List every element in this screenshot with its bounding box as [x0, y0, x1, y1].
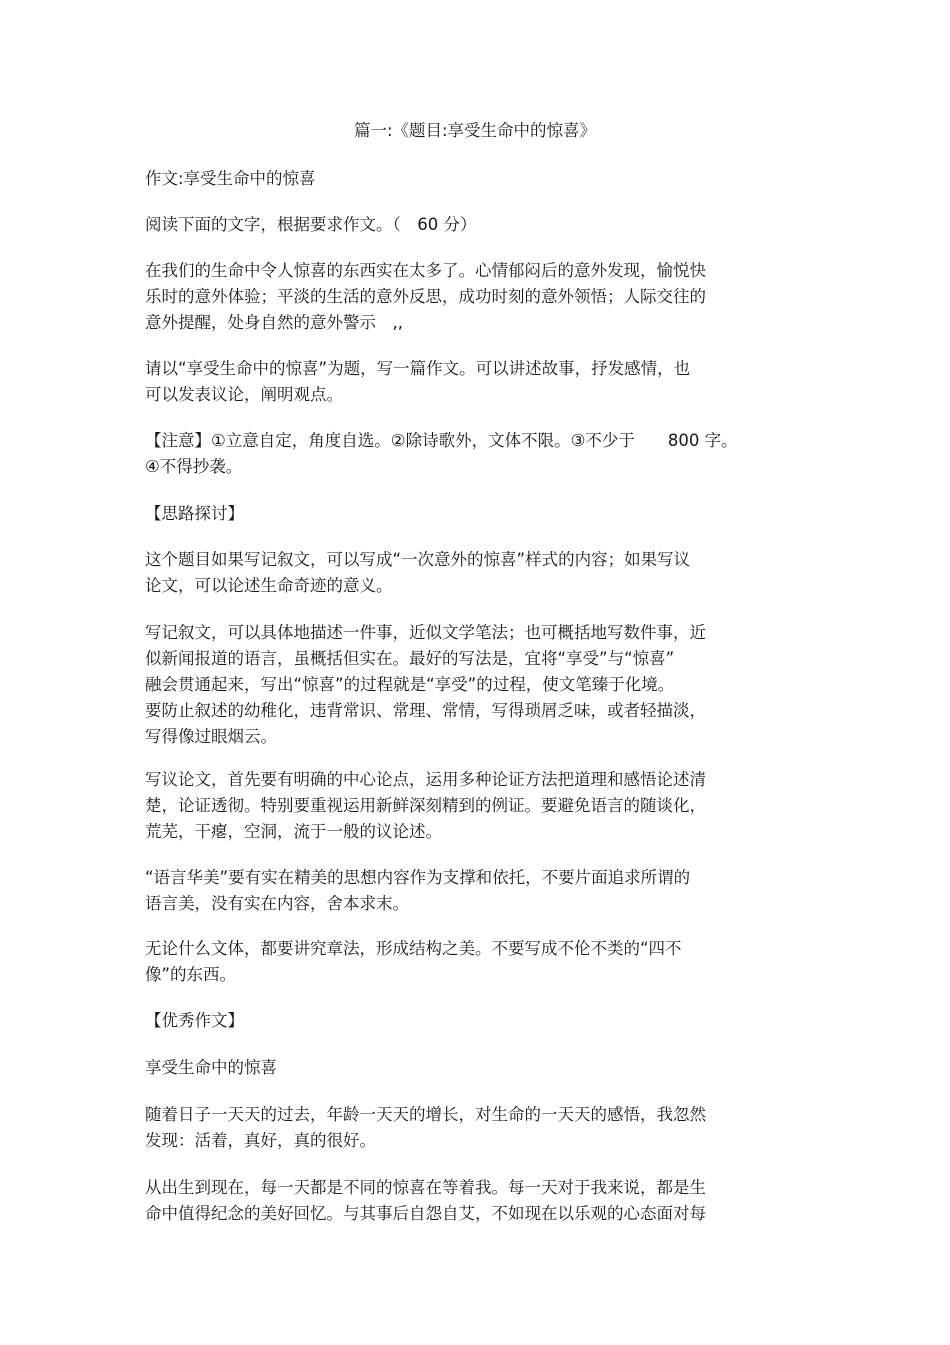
text-line: 作文:享受生命中的惊喜: [145, 169, 316, 188]
text-line: 发现：活着，真好，真的很好。: [145, 1131, 376, 1150]
argument-advice-paragraph: [145, 767, 805, 845]
text-line: 这个题目如果写记叙文，可以写成“一次意外的惊喜”样式的内容；如果写议: [145, 550, 691, 569]
text-line: 论文，可以论述生命奇迹的意义。: [145, 576, 393, 595]
prompt-paragraph: [145, 258, 805, 336]
text-line: 意外提醒，处身自然的意外警示 ,,: [145, 313, 403, 332]
text-line: 【优秀作文】: [145, 1011, 244, 1030]
requirement-paragraph: [145, 356, 805, 408]
text-line: ④不得抄袭。: [145, 457, 243, 476]
text-line: 请以“享受生命中的惊喜”为题，写一篇作文。可以讲述故事，抒发感情，也: [145, 359, 691, 378]
text-line: 写记叙文，可以具体地描述一件事，近似文学笔法；也可概括地写数件事，近: [145, 623, 706, 642]
text-line: 像”的东西。: [145, 965, 237, 984]
text-line: 无论什么文体，都要讲究章法，形成结构之美。不要写成不伦不类的“四不: [145, 939, 682, 958]
text-line: 享受生命中的惊喜: [145, 1058, 277, 1077]
essay-paragraph: [145, 1102, 805, 1154]
document-title: 篇一:《题目:享受生命中的惊喜》: [353, 121, 597, 140]
text-line: 乐时的意外体验；平淡的生活的意外反思，成功时刻的意外领悟；人际交往的: [145, 287, 706, 306]
essay-heading: [145, 166, 805, 192]
text-line: 荒芜，干瘪，空洞，流于一般的议论述。: [145, 822, 442, 841]
text-line: 【思路探讨】: [145, 504, 244, 523]
notice-paragraph: [145, 428, 805, 480]
instruction-paragraph: [145, 212, 805, 238]
text-line: 【注意】①立意自定，角度自选。②除诗歌外，文体不限。③不少于 800 字。: [145, 431, 738, 450]
text-line: “语言华美”要有实在精美的思想内容作为支撑和依托，不要片面追求所谓的: [145, 868, 691, 887]
text-line: 写议论文，首先要有明确的中心论点，运用多种论证方法把道理和感悟论述清: [145, 770, 706, 789]
text-line: 语言美，没有实在内容，舍本求末。: [145, 894, 409, 913]
text-line: 要防止叙述的幼稚化，违背常识、常理、常情，写得琐屑乏味，或者轻描淡，: [145, 701, 706, 720]
language-advice-paragraph: [145, 865, 805, 917]
text-line: 在我们的生命中令人惊喜的东西实在太多了。心情郁闷后的意外发现，愉悦快: [145, 261, 706, 280]
text-line: 阅读下面的文字，根据要求作文。（ 60 分）: [145, 215, 477, 234]
text-line: 命中值得纪念的美好回忆。与其事后自怨自艾，不如现在以乐观的心态面对每: [145, 1204, 706, 1223]
text-line: 从出生到现在，每一天都是不同的惊喜在等着我。每一天对于我来说，都是生: [145, 1178, 706, 1197]
essay-paragraph: [145, 1175, 805, 1227]
text-line: 似新闻报道的语言，虽概括但实在。最好的写法是，宜将“享受”与“惊喜”: [145, 649, 675, 668]
structure-advice-paragraph: [145, 936, 805, 988]
analysis-paragraph: [145, 547, 805, 599]
text-line: 楚，论证透彻。特别要重视运用新鲜深刻精到的例证。要避免语言的随谈化，: [145, 796, 706, 815]
narrative-advice-paragraph: [145, 620, 805, 750]
text-line: 写得像过眼烟云。: [145, 727, 277, 746]
section-heading-analysis: [145, 501, 805, 527]
section-heading-excellent: [145, 1008, 805, 1034]
text-line: 随着日子一天天的过去，年龄一天天的增长，对生命的一天天的感悟，我忽然: [145, 1105, 706, 1124]
text-line: 融会贯通起来，写出“惊喜”的过程就是“享受”的过程，使文笔臻于化境。: [145, 675, 675, 694]
essay-title: [145, 1055, 805, 1081]
text-line: 可以发表议论，阐明观点。: [145, 385, 343, 404]
